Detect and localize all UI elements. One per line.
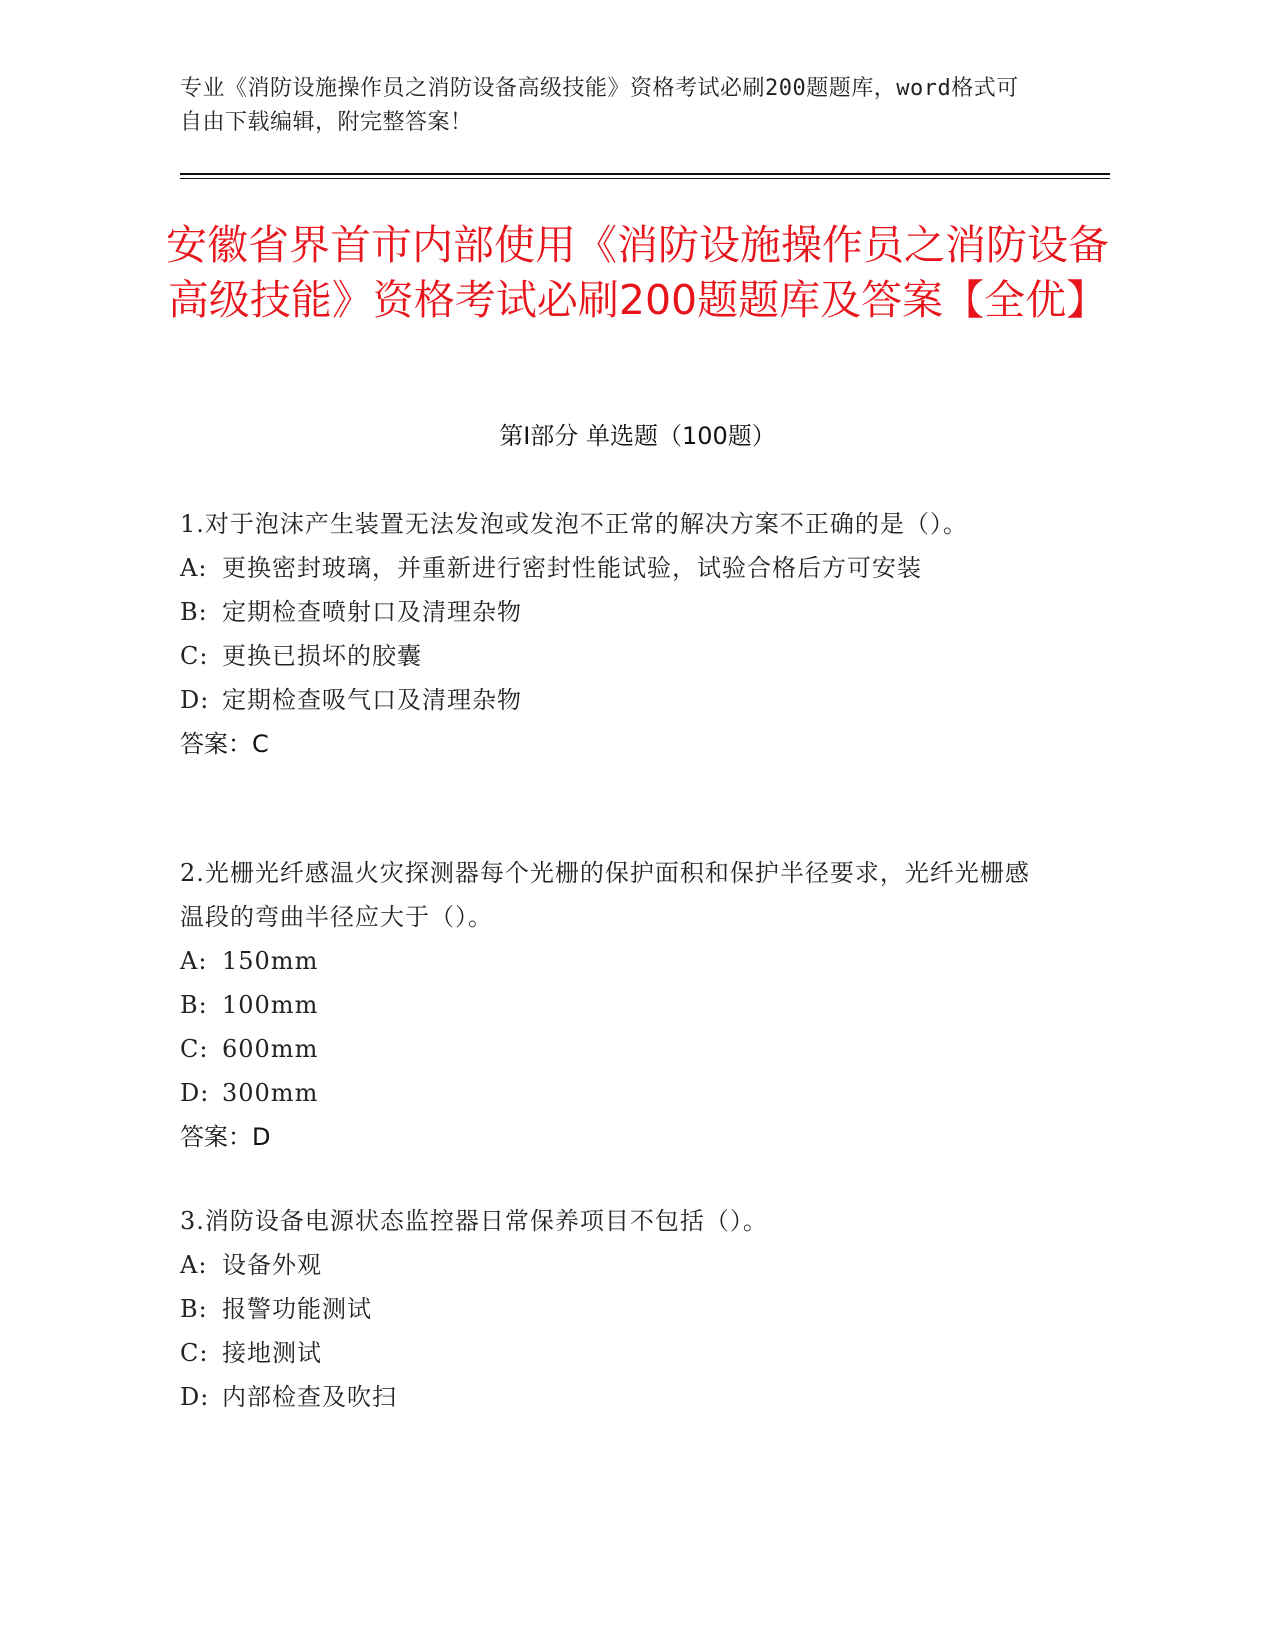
option-text: 设备外观 bbox=[222, 1251, 322, 1279]
header-divider-thick bbox=[180, 173, 1110, 175]
option-d bbox=[180, 678, 1040, 722]
header-divider-thin bbox=[180, 178, 1110, 179]
option-label: B: bbox=[180, 598, 208, 626]
option-text: 内部检查及吹扫 bbox=[222, 1383, 397, 1411]
option-text: 150mm bbox=[222, 947, 319, 975]
option-text: 定期检查喷射口及清理杂物 bbox=[222, 598, 522, 626]
option-label: A: bbox=[180, 947, 208, 975]
option-label: D: bbox=[180, 686, 210, 714]
document-title: 安徽省界首市内部使用《消防设施操作员之消防设备高级技能》资格考试必刷200题题库及答案【全优】 bbox=[166, 221, 1109, 324]
option-a bbox=[180, 546, 1040, 590]
option-label: B: bbox=[180, 991, 208, 1019]
question-stem: 3.消防设备电源状态监控器日常保养项目不包括（）。 bbox=[180, 1207, 768, 1235]
question-2 bbox=[180, 851, 1040, 1159]
option-label: A: bbox=[180, 554, 208, 582]
option-text: 接地测试 bbox=[222, 1339, 322, 1367]
option-label: C: bbox=[180, 1339, 209, 1367]
question-1 bbox=[180, 502, 1040, 766]
option-text: 更换密封玻璃，并重新进行密封性能试验，试验合格后方可安装 bbox=[222, 554, 922, 582]
question-3 bbox=[180, 1199, 1040, 1419]
option-b bbox=[180, 1287, 1040, 1331]
option-text: 300mm bbox=[222, 1079, 319, 1107]
section-title: 第Ⅰ部分 单选题（100题） bbox=[499, 422, 776, 450]
option-d bbox=[180, 1071, 1040, 1115]
option-d bbox=[180, 1375, 1040, 1419]
option-label: C: bbox=[180, 642, 209, 670]
option-text: 100mm bbox=[222, 991, 319, 1019]
option-text: 报警功能测试 bbox=[222, 1295, 372, 1323]
answer: 答案：C bbox=[180, 730, 269, 758]
option-c bbox=[180, 1331, 1040, 1375]
option-label: A: bbox=[180, 1251, 208, 1279]
question-stem: 1.对于泡沫产生装置无法发泡或发泡不正常的解决方案不正确的是（）。 bbox=[180, 510, 968, 538]
option-label: C: bbox=[180, 1035, 209, 1063]
answer: 答案：D bbox=[180, 1123, 271, 1151]
option-label: D: bbox=[180, 1383, 210, 1411]
option-text: 定期检查吸气口及清理杂物 bbox=[222, 686, 522, 714]
option-label: B: bbox=[180, 1295, 208, 1323]
option-label: D: bbox=[180, 1079, 210, 1107]
option-text: 600mm bbox=[222, 1035, 319, 1063]
option-c bbox=[180, 634, 1040, 678]
option-a bbox=[180, 939, 1040, 983]
option-b bbox=[180, 590, 1040, 634]
option-text: 更换已损坏的胶囊 bbox=[222, 642, 422, 670]
question-stem: 2.光栅光纤感温火灾探测器每个光栅的保护面积和保护半径要求，光纤光栅感温段的弯曲半径应大于（）。 bbox=[180, 859, 1030, 931]
option-a bbox=[180, 1243, 1040, 1287]
header-note: 专业《消防设施操作员之消防设备高级技能》资格考试必刷200题题库，word格式可自由下载编辑，附完整答案！ bbox=[180, 76, 1019, 135]
option-b bbox=[180, 983, 1040, 1027]
option-c bbox=[180, 1027, 1040, 1071]
